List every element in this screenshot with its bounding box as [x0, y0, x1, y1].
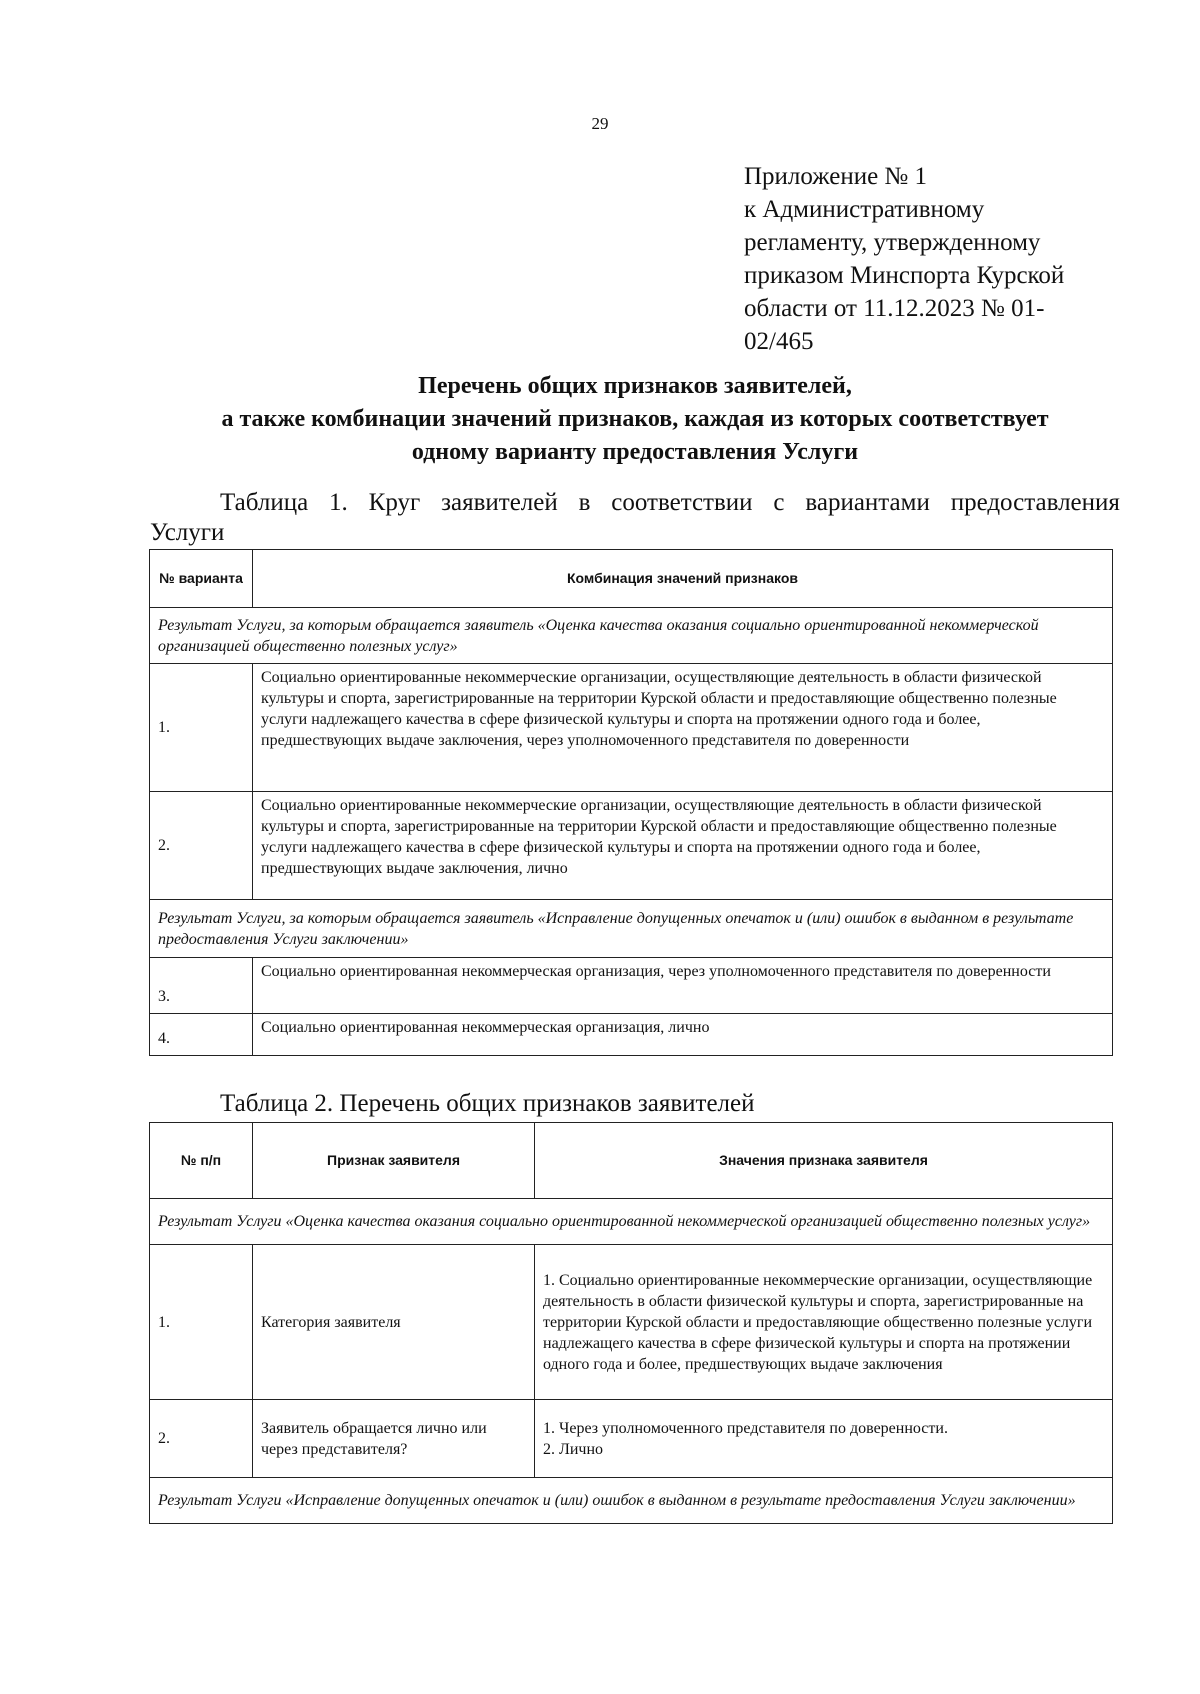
- table1-applicant-circle: [149, 549, 1113, 1056]
- attribute-text: Категория заявителя: [253, 1245, 535, 1400]
- appendix-line: Приложение № 1: [744, 163, 928, 190]
- title-line: Перечень общих признаков заявителей,: [418, 373, 852, 399]
- caption-word: с: [773, 489, 785, 516]
- table1-caption-line1: [150, 488, 1120, 518]
- appendix-line: к Административному: [744, 196, 985, 223]
- table-row: [150, 664, 1113, 792]
- variant-number: 3.: [150, 958, 253, 1014]
- title-line: одному варианту предоставления Услуги: [411, 439, 859, 465]
- combination-text: Социально ориентированная некоммерческая организация, лично: [253, 1014, 1113, 1056]
- table-row: [150, 792, 1113, 900]
- caption-word: соответствии: [611, 489, 753, 516]
- column-header-combination: Комбинация значений признаков: [253, 550, 1113, 608]
- column-header-values: Значения признака заявителя: [535, 1123, 1113, 1199]
- table1-caption-line2: Услуги: [150, 519, 225, 546]
- value-line: 2. Лично: [543, 1440, 604, 1458]
- column-header-variant-no: № варианта: [150, 550, 253, 608]
- combination-text: Социально ориентированная некоммерческая организация, через уполномоченного представителя по доверенности: [253, 958, 1113, 1014]
- title-line: а также комбинации значений признаков, каждая из которых соответствует: [221, 406, 1049, 432]
- section-result-text: Результат Услуги «Исправление допущенных опечаток и (или) ошибок в выданном в результате предоставления Услуги заключении»: [150, 1478, 1113, 1524]
- table1-caption: [150, 488, 1120, 548]
- attribute-values-text: [535, 1400, 1113, 1478]
- appendix-line: 02/465: [744, 328, 814, 355]
- combination-text: Социально ориентированные некоммерческие организации, осуществляющие деятельность в области физической культуры и спорта, зарегистрированные на территории Курской области и предоставляющие общественно полезные услуги надлежащего качества в сфере физической культуры и спорта на протяжении одного года и более, предшествующих выдаче заключения, лично: [253, 792, 1113, 900]
- caption-word: в: [578, 489, 591, 516]
- section-result-text: Результат Услуги «Оценка качества оказания социально ориентированной некоммерческой организацией общественно полезных услуг»: [150, 1199, 1113, 1245]
- table2-caption: Таблица 2. Перечень общих признаков заявителей: [220, 1090, 755, 1117]
- column-header-num: № п/п: [150, 1123, 253, 1199]
- caption-word: Таблица: [220, 489, 309, 516]
- document-title: [150, 370, 1120, 469]
- row-number: 1.: [150, 1245, 253, 1400]
- appendix-note: [744, 160, 1164, 358]
- combination-text: Социально ориентированные некоммерческие организации, осуществляющие деятельность в области физической культуры и спорта, зарегистрированные на территории Курской области и предоставляющие общественно полезные услуги надлежащего качества в сфере физической культуры и спорта на протяжении одного года и более, предшествующих выдаче заключения, через уполномоченного представителя по доверенности: [253, 664, 1113, 792]
- caption-word: предоставления: [950, 489, 1120, 516]
- caption-word: вариантами: [805, 489, 930, 516]
- section-result-text: Результат Услуги, за которым обращается заявитель «Исправление допущенных опечаток и (или) ошибок в выданном в результате предоставления Услуги заключении»: [150, 900, 1113, 958]
- section-row: [150, 1478, 1113, 1524]
- value-line: 1. Через уполномоченного представителя по доверенности.: [543, 1419, 948, 1437]
- table-header-row: [150, 1123, 1113, 1199]
- section-row: [150, 900, 1113, 958]
- appendix-line: регламенту, утвержденному: [744, 229, 1041, 256]
- variant-number: 1.: [150, 664, 253, 792]
- section-result-text: Результат Услуги, за которым обращается заявитель «Оценка качества оказания социально ориентированной некоммерческой организацией общественно полезных услуг»: [150, 608, 1113, 664]
- variant-number: 4.: [150, 1014, 253, 1056]
- caption-word: заявителей: [441, 489, 558, 516]
- appendix-line: приказом Минспорта Курской: [744, 262, 1065, 289]
- section-row: [150, 1199, 1113, 1245]
- section-row: [150, 608, 1113, 664]
- page-number: 29: [591, 114, 609, 133]
- table-header-row: [150, 550, 1113, 608]
- row-number: 2.: [150, 1400, 253, 1478]
- attribute-text: Заявитель обращается лично или через представителя?: [253, 1400, 535, 1478]
- caption-word: 1.: [329, 489, 348, 516]
- table-row: [150, 1400, 1113, 1478]
- caption-word: Круг: [368, 489, 421, 516]
- table2-applicant-attributes: [149, 1122, 1113, 1524]
- table-row: [150, 958, 1113, 1014]
- table-row: [150, 1014, 1113, 1056]
- appendix-line: области от 11.12.2023 № 01-: [744, 295, 1045, 322]
- column-header-attribute: Признак заявителя: [253, 1123, 535, 1199]
- table-row: [150, 1245, 1113, 1400]
- variant-number: 2.: [150, 792, 253, 900]
- attribute-values-text: 1. Социально ориентированные некоммерческие организации, осуществляющие деятельность в области физической культуры и спорта, зарегистрированные на территории Курской области и предоставляющие общественно полезные услуги надлежащего качества в сфере физической культуры и спорта на протяжении одного года и более, предшествующих выдаче заключения: [535, 1245, 1113, 1400]
